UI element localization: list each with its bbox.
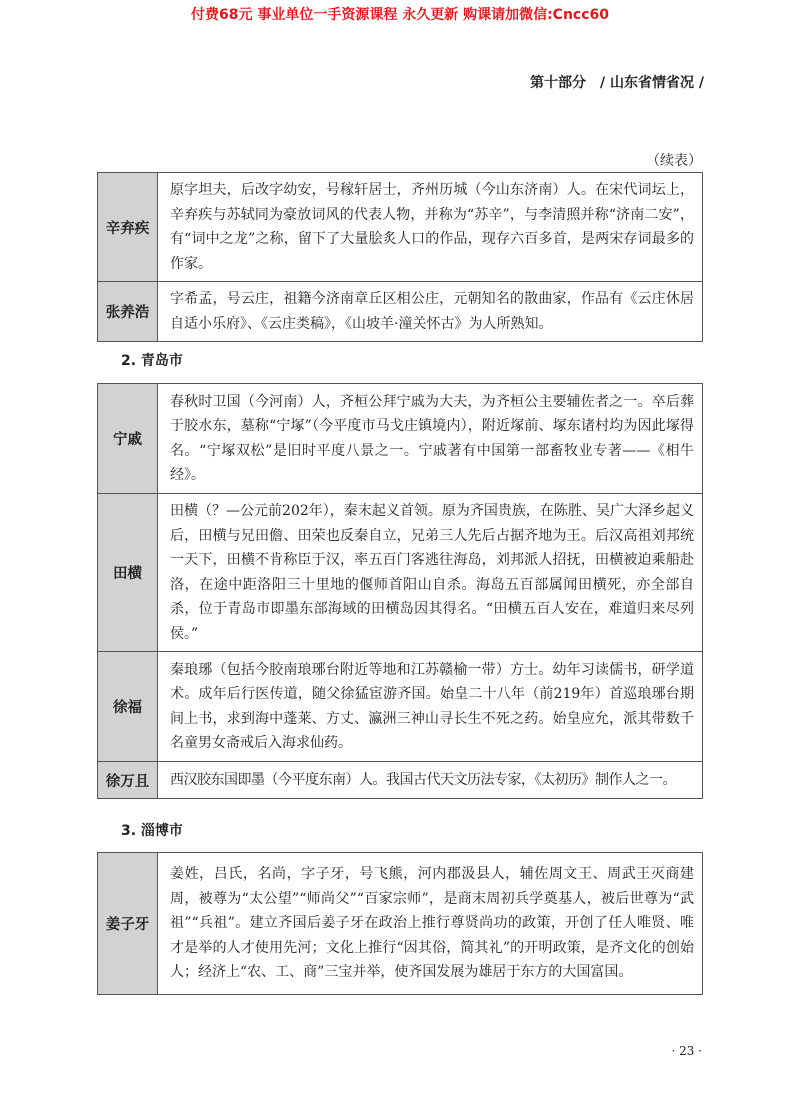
person-name: 徐福 bbox=[98, 652, 158, 762]
person-description: 原字坦夫，后改字幼安，号稼轩居士，齐州历城（今山东济南）人。在宋代词坛上，辛弃疾与苏轼同为豪放词风的代表人物，并称为“苏辛”，与李清照并称“济南二安”，有“词中之龙”之称，留下了大量脍炙人口的作品，现存六百多首，是两宋存词最多的作家。 bbox=[158, 173, 703, 282]
bio-table-zibo bbox=[97, 852, 703, 995]
person-name: 宁戚 bbox=[98, 384, 158, 494]
person-name: 姜子牙 bbox=[98, 853, 158, 995]
person-description: 姜姓，吕氏，名尚，字子牙，号飞熊，河内郡汲县人，辅佐周文王、周武王灭商建周，被尊为“太公望”“师尚父”“百家宗师”，是商末周初兵学奠基人，被后世尊为“武祖”“兵祖”。建立齐国后姜子牙在政治上推行尊贤尚功的政策，开创了任人唯贤、唯才是举的人才使用先河；文化上推行“因其俗，简其礼”的开明政策，是齐文化的创始人；经济上“农、工、商”三宝并举，使齐国发展为雄居于东方的大国富国。 bbox=[158, 853, 703, 995]
person-name: 徐万且 bbox=[98, 762, 158, 799]
section-heading-qingdao: 2. 青岛市 bbox=[121, 353, 183, 369]
bio-table-qingdao bbox=[97, 383, 703, 799]
page-number: · 23 · bbox=[671, 1044, 702, 1058]
bio-table-jinan bbox=[97, 172, 703, 342]
running-head: 第十部分 / 山东省情省况 / bbox=[530, 75, 704, 91]
person-description: 字希孟，号云庄，祖籍今济南章丘区相公庄，元朝知名的散曲家，作品有《云庄休居自适小乐府》、《云庄类稿》，《山坡羊·潼关怀古》为人所熟知。 bbox=[158, 282, 703, 342]
person-description: 秦琅琊（包括今胶南琅琊台附近等地和江苏赣榆一带）方士。幼年习读儒书，研学道术。成年后行医传道，随父徐猛宦游齐国。始皇二十八年（前219年）首巡琅琊台期间上书，求到海中蓬莱、方丈、瀛洲三神山寻长生不死之药。始皇应允，派其带数千名童男女斋戒后入海求仙药。 bbox=[158, 652, 703, 762]
watermark-banner: 付费68元 事业单位一手资源课程 永久更新 购课请加微信:Cncc60 bbox=[190, 7, 610, 23]
person-name: 田横 bbox=[98, 494, 158, 652]
person-name: 张养浩 bbox=[98, 282, 158, 342]
table-row bbox=[98, 282, 703, 342]
table-row bbox=[98, 384, 703, 494]
person-description: 春秋时卫国（今河南）人，齐桓公拜宁戚为大夫，为齐桓公主要辅佐者之一。卒后葬于胶水东，墓称“宁塚”（今平度市马戈庄镇境内），附近塚前、塚东诸村均为因此塚得名。“宁塚双松”是旧时平度八景之一。宁戚著有中国第一部畜牧业专著——《相牛经》。 bbox=[158, 384, 703, 494]
continued-label: （续表） bbox=[646, 153, 702, 169]
person-name: 辛弃疾 bbox=[98, 173, 158, 282]
section-heading-zibo: 3. 淄博市 bbox=[121, 823, 183, 839]
table-row bbox=[98, 652, 703, 762]
table-row bbox=[98, 853, 703, 995]
table-row bbox=[98, 494, 703, 652]
table-row bbox=[98, 762, 703, 799]
table-row bbox=[98, 173, 703, 282]
person-description: 田横（？—公元前202年），秦末起义首领。原为齐国贵族，在陈胜、吴广大泽乡起义后，田横与兄田儋、田荣也反秦自立，兄弟三人先后占据齐地为王。后汉高祖刘邦统一天下，田横不肯称臣于汉，率五百门客逃往海岛，刘邦派人招抚，田横被迫乘船赴洛，在途中距洛阳三十里地的偃师首阳山自杀。海岛五百部属闻田横死，亦全部自杀，位于青岛市即墨东部海域的田横岛因其得名。“田横五百人安在，难道归来尽列侯。” bbox=[158, 494, 703, 652]
person-description: 西汉胶东国即墨（今平度东南）人。我国古代天文历法专家，《太初历》制作人之一。 bbox=[158, 762, 703, 799]
